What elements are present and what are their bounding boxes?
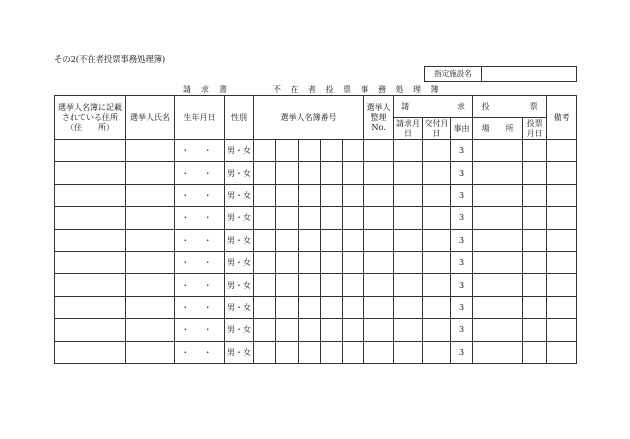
birth-date-cell: ・ ・ xyxy=(175,319,225,341)
register-number-cell[interactable] xyxy=(276,229,299,251)
register-number-cell[interactable] xyxy=(276,341,299,363)
register-number-cell[interactable] xyxy=(299,251,321,273)
reason-cell: 3 xyxy=(451,229,473,251)
vote-date-cell[interactable] xyxy=(523,162,547,184)
register-number-cell[interactable] xyxy=(254,162,276,184)
birth-date-cell: ・ ・ xyxy=(175,229,225,251)
register-number-cell[interactable] xyxy=(299,162,321,184)
vote-place-cell[interactable] xyxy=(473,207,523,229)
register-number-cell[interactable] xyxy=(276,319,299,341)
reason-cell: 3 xyxy=(451,184,473,206)
birth-date-cell: ・ ・ xyxy=(175,162,225,184)
vote-date-cell[interactable] xyxy=(523,251,547,273)
request-date-cell[interactable] xyxy=(394,229,423,251)
facility-label: 指定施設名 xyxy=(425,67,482,81)
register-number-cell[interactable] xyxy=(343,274,364,296)
register-number-cell[interactable] xyxy=(343,251,364,273)
table-row xyxy=(55,274,577,296)
address-cell[interactable] xyxy=(55,207,126,229)
vote-place-cell[interactable] xyxy=(473,162,523,184)
address-cell[interactable] xyxy=(55,274,126,296)
register-number-cell[interactable] xyxy=(343,296,364,318)
request-date-cell[interactable] xyxy=(394,341,423,363)
sorting-number-cell[interactable] xyxy=(364,274,394,296)
sorting-number-cell[interactable] xyxy=(364,251,394,273)
remarks-cell[interactable] xyxy=(547,140,577,162)
register-number-cell[interactable] xyxy=(321,296,343,318)
elector-name-cell[interactable] xyxy=(126,184,175,206)
remarks-cell[interactable] xyxy=(547,251,577,273)
address-cell[interactable] xyxy=(55,229,126,251)
register-number-cell[interactable] xyxy=(254,251,276,273)
reason-cell: 3 xyxy=(451,341,473,363)
vote-place-cell[interactable] xyxy=(473,296,523,318)
register-number-cell[interactable] xyxy=(343,184,364,206)
remarks-cell[interactable] xyxy=(547,184,577,206)
reason-cell: 3 xyxy=(451,207,473,229)
sorting-number-cell[interactable] xyxy=(364,184,394,206)
sorting-number-cell[interactable] xyxy=(364,229,394,251)
sex-cell: 男・女 xyxy=(225,274,254,296)
register-number-cell[interactable] xyxy=(276,140,299,162)
header-sex: 性別 xyxy=(225,96,254,140)
register-number-cell[interactable] xyxy=(299,319,321,341)
vote-date-cell[interactable] xyxy=(523,229,547,251)
absentee-voting-ledger xyxy=(54,95,577,364)
register-number-cell[interactable] xyxy=(343,341,364,363)
elector-name-cell[interactable] xyxy=(126,229,175,251)
reason-cell: 3 xyxy=(451,319,473,341)
table-row xyxy=(55,229,577,251)
delivery-date-cell[interactable] xyxy=(423,229,451,251)
header-elector-name: 選挙人氏名 xyxy=(126,96,175,140)
register-number-cell[interactable] xyxy=(276,296,299,318)
register-number-cell[interactable] xyxy=(299,274,321,296)
header-remarks: 備考 xyxy=(547,96,577,140)
sorting-number-cell[interactable] xyxy=(364,296,394,318)
register-number-cell[interactable] xyxy=(343,229,364,251)
request-date-cell[interactable] xyxy=(394,207,423,229)
sorting-number-cell[interactable] xyxy=(364,207,394,229)
elector-name-cell[interactable] xyxy=(126,251,175,273)
header-address: 選挙人名簿に記載されている住所（住 所） xyxy=(55,96,126,140)
vote-date-cell[interactable] xyxy=(523,296,547,318)
register-number-cell[interactable] xyxy=(321,140,343,162)
delivery-date-cell[interactable] xyxy=(423,274,451,296)
header-vote-date: 投票月日 xyxy=(523,118,547,140)
vote-date-cell[interactable] xyxy=(523,341,547,363)
request-date-cell[interactable] xyxy=(394,184,423,206)
register-number-cell[interactable] xyxy=(321,319,343,341)
register-number-cell[interactable] xyxy=(343,207,364,229)
request-date-cell[interactable] xyxy=(394,140,423,162)
vote-date-cell[interactable] xyxy=(523,319,547,341)
register-number-cell[interactable] xyxy=(254,140,276,162)
delivery-date-cell[interactable] xyxy=(423,162,451,184)
header-request-date: 請求月日 xyxy=(394,118,423,140)
sex-cell: 男・女 xyxy=(225,140,254,162)
address-cell[interactable] xyxy=(55,184,126,206)
register-number-cell[interactable] xyxy=(299,341,321,363)
table-row xyxy=(55,162,577,184)
address-cell[interactable] xyxy=(55,162,126,184)
header-vote: 投 票 xyxy=(473,96,547,118)
register-number-cell[interactable] xyxy=(321,162,343,184)
elector-name-cell[interactable] xyxy=(126,207,175,229)
remarks-cell[interactable] xyxy=(547,341,577,363)
request-date-cell[interactable] xyxy=(394,162,423,184)
delivery-date-cell[interactable] xyxy=(423,184,451,206)
register-number-cell[interactable] xyxy=(276,184,299,206)
sex-cell: 男・女 xyxy=(225,207,254,229)
delivery-date-cell[interactable] xyxy=(423,296,451,318)
vote-date-cell[interactable] xyxy=(523,184,547,206)
delivery-date-cell[interactable] xyxy=(423,251,451,273)
sorting-number-cell[interactable] xyxy=(364,140,394,162)
request-date-cell[interactable] xyxy=(394,319,423,341)
register-number-cell[interactable] xyxy=(321,341,343,363)
register-number-cell[interactable] xyxy=(321,251,343,273)
delivery-date-cell[interactable] xyxy=(423,140,451,162)
birth-date-cell: ・ ・ xyxy=(175,207,225,229)
remarks-cell[interactable] xyxy=(547,229,577,251)
sorting-number-cell[interactable] xyxy=(364,319,394,341)
vote-date-cell[interactable] xyxy=(523,274,547,296)
remarks-cell[interactable] xyxy=(547,319,577,341)
delivery-date-cell[interactable] xyxy=(423,207,451,229)
vote-place-cell[interactable] xyxy=(473,341,523,363)
vote-place-cell[interactable] xyxy=(473,140,523,162)
sex-cell: 男・女 xyxy=(225,251,254,273)
delivery-date-cell[interactable] xyxy=(423,341,451,363)
request-date-cell[interactable] xyxy=(394,251,423,273)
vote-place-cell[interactable] xyxy=(473,251,523,273)
sex-cell: 男・女 xyxy=(225,296,254,318)
sex-cell: 男・女 xyxy=(225,319,254,341)
header-birth-date: 生年月日 xyxy=(175,96,225,140)
register-number-cell[interactable] xyxy=(299,229,321,251)
register-number-cell[interactable] xyxy=(254,207,276,229)
register-number-cell[interactable] xyxy=(299,296,321,318)
reason-cell: 3 xyxy=(451,296,473,318)
reason-cell: 3 xyxy=(451,251,473,273)
table-row xyxy=(55,184,577,206)
header-request: 請 求 xyxy=(394,96,473,118)
section-title-request: 請求書 xyxy=(183,85,237,94)
elector-name-cell[interactable] xyxy=(126,341,175,363)
register-number-cell[interactable] xyxy=(254,341,276,363)
facility-name-field[interactable] xyxy=(482,67,576,81)
sorting-number-cell[interactable] xyxy=(364,162,394,184)
vote-date-cell[interactable] xyxy=(523,207,547,229)
elector-name-cell[interactable] xyxy=(126,319,175,341)
section-title-ledger: 不在者投票事務処理簿 xyxy=(273,85,448,94)
remarks-cell[interactable] xyxy=(547,296,577,318)
reason-cell: 3 xyxy=(451,140,473,162)
elector-name-cell[interactable] xyxy=(126,296,175,318)
table-row xyxy=(55,251,577,273)
register-number-cell[interactable] xyxy=(276,251,299,273)
birth-date-cell: ・ ・ xyxy=(175,274,225,296)
register-number-cell[interactable] xyxy=(343,140,364,162)
table-row xyxy=(55,296,577,318)
header-sorting-number: 選挙人整理 No. xyxy=(364,96,394,140)
address-cell[interactable] xyxy=(55,140,126,162)
header-register-number: 選挙人名簿番号 xyxy=(254,96,364,140)
header-reason: 事由 xyxy=(451,118,473,140)
vote-place-cell[interactable] xyxy=(473,184,523,206)
register-number-cell[interactable] xyxy=(299,184,321,206)
facility-box xyxy=(424,66,577,82)
register-number-cell[interactable] xyxy=(276,274,299,296)
register-number-cell[interactable] xyxy=(343,319,364,341)
register-number-cell[interactable] xyxy=(299,140,321,162)
remarks-cell[interactable] xyxy=(547,274,577,296)
sex-cell: 男・女 xyxy=(225,184,254,206)
vote-place-cell[interactable] xyxy=(473,274,523,296)
table-row xyxy=(55,140,577,162)
birth-date-cell: ・ ・ xyxy=(175,251,225,273)
vote-place-cell[interactable] xyxy=(473,319,523,341)
register-number-cell[interactable] xyxy=(343,162,364,184)
register-number-cell[interactable] xyxy=(321,274,343,296)
sorting-number-cell[interactable] xyxy=(364,341,394,363)
remarks-cell[interactable] xyxy=(547,162,577,184)
vote-date-cell[interactable] xyxy=(523,140,547,162)
table-row xyxy=(55,319,577,341)
sex-cell: 男・女 xyxy=(225,341,254,363)
sex-cell: 男・女 xyxy=(225,229,254,251)
address-cell[interactable] xyxy=(55,296,126,318)
register-number-cell[interactable] xyxy=(321,229,343,251)
document-label: その2(不在者投票事務処理簿) xyxy=(54,55,166,65)
address-cell[interactable] xyxy=(55,341,126,363)
sex-cell: 男・女 xyxy=(225,162,254,184)
register-number-cell[interactable] xyxy=(254,229,276,251)
elector-name-cell[interactable] xyxy=(126,162,175,184)
address-cell[interactable] xyxy=(55,319,126,341)
header-place: 場 所 xyxy=(473,118,523,140)
table-row xyxy=(55,207,577,229)
register-number-cell[interactable] xyxy=(276,162,299,184)
register-number-cell[interactable] xyxy=(276,207,299,229)
birth-date-cell: ・ ・ xyxy=(175,341,225,363)
header-delivery-date: 交付月日 xyxy=(424,118,449,138)
register-number-cell[interactable] xyxy=(254,319,276,341)
register-number-cell[interactable] xyxy=(299,207,321,229)
register-number-cell[interactable] xyxy=(254,296,276,318)
table-row xyxy=(55,341,577,363)
request-date-cell[interactable] xyxy=(394,274,423,296)
register-number-cell[interactable] xyxy=(254,274,276,296)
vote-place-cell[interactable] xyxy=(473,229,523,251)
remarks-cell[interactable] xyxy=(547,207,577,229)
birth-date-cell: ・ ・ xyxy=(175,140,225,162)
address-cell[interactable] xyxy=(55,251,126,273)
birth-date-cell: ・ ・ xyxy=(175,296,225,318)
elector-name-cell[interactable] xyxy=(126,140,175,162)
elector-name-cell[interactable] xyxy=(126,274,175,296)
reason-cell: 3 xyxy=(451,274,473,296)
register-number-cell[interactable] xyxy=(254,184,276,206)
request-date-cell[interactable] xyxy=(394,296,423,318)
delivery-date-cell[interactable] xyxy=(423,319,451,341)
reason-cell: 3 xyxy=(451,162,473,184)
register-number-cell[interactable] xyxy=(321,184,343,206)
birth-date-cell: ・ ・ xyxy=(175,184,225,206)
register-number-cell[interactable] xyxy=(321,207,343,229)
